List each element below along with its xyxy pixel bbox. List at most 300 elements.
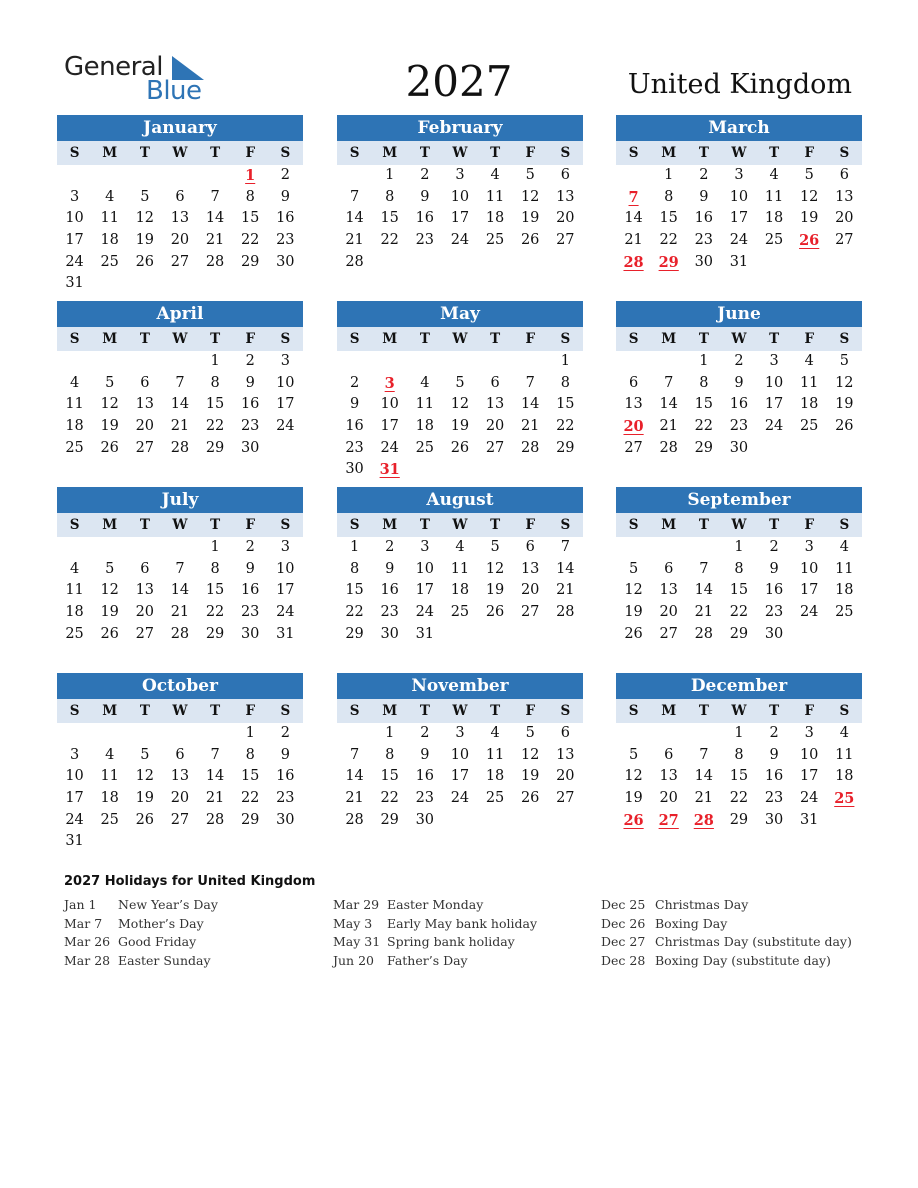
day-cell: 15 [240, 210, 260, 227]
day-cell: 2 [420, 167, 430, 183]
day-cell: 7 [525, 374, 535, 391]
empty-cell [616, 165, 651, 187]
day-cell: 1 [734, 539, 744, 555]
day-cell: 19 [100, 604, 119, 621]
day-cell: 7 [175, 374, 185, 391]
day-cell: 1 [385, 725, 395, 741]
day-cell: 17 [799, 582, 819, 599]
day-grid [337, 165, 583, 273]
weekday-label: F [245, 517, 256, 533]
weekday-label: W [172, 331, 188, 347]
holiday-name: Easter Monday [387, 897, 484, 912]
month-january [57, 115, 303, 295]
weekday-label: T [769, 331, 780, 347]
day-cell: 10 [764, 374, 784, 391]
empty-cell [337, 351, 372, 373]
day-cell: 19 [835, 396, 854, 413]
holiday-date: Mar 26 [64, 934, 111, 949]
month-september [616, 487, 862, 645]
day-cell: 25 [415, 439, 435, 456]
weekday-label: S [560, 703, 571, 719]
day-cell: 12 [135, 210, 155, 227]
weekday-label: T [769, 703, 780, 719]
holiday-column [601, 896, 871, 970]
day-cell: 9 [769, 746, 779, 763]
day-cell: 29 [729, 811, 749, 828]
day-cell: 27 [556, 232, 575, 249]
empty-cell [57, 165, 92, 187]
day-cell: 8 [734, 746, 744, 763]
day-cell: 19 [135, 232, 155, 249]
holiday-date: Jun 20 [333, 952, 374, 968]
weekday-label: W [172, 145, 188, 161]
day-cell: 27 [835, 232, 854, 249]
month-title: December [616, 673, 862, 699]
day-cell: 12 [450, 396, 470, 413]
weekday-label: F [804, 145, 815, 161]
day-cell: 22 [380, 232, 399, 249]
day-cell: 8 [385, 188, 395, 205]
weekday-header [57, 327, 303, 351]
day-cell: 2 [420, 725, 430, 741]
holiday-date: Dec 28 [601, 952, 646, 968]
day-cell: 16 [276, 210, 295, 227]
empty-cell [162, 537, 197, 559]
holiday-column [64, 896, 334, 970]
month-title: June [616, 301, 862, 327]
day-cell: 15 [380, 768, 399, 785]
day-cell: 3 [420, 539, 430, 555]
empty-cell [198, 165, 233, 187]
day-cell: 5 [140, 188, 150, 205]
day-cell: 23 [764, 790, 784, 807]
day-cell: 8 [245, 746, 255, 763]
day-cell: 21 [520, 418, 540, 435]
weekday-label: M [661, 703, 677, 719]
weekday-label: T [210, 703, 221, 719]
empty-cell [651, 351, 686, 373]
day-cell: 23 [240, 418, 260, 435]
month-may [337, 301, 583, 481]
day-cell: 10 [415, 560, 435, 577]
day-cell: 24 [415, 604, 435, 621]
day-cell: 2 [280, 725, 290, 741]
day-cell: 20 [170, 232, 190, 249]
day-cell: 25 [799, 418, 819, 435]
day-cell: 18 [415, 418, 435, 435]
weekday-label: T [419, 331, 430, 347]
day-cell: 30 [729, 439, 749, 456]
day-cell: 16 [240, 582, 260, 599]
weekday-header [616, 699, 862, 723]
weekday-label: S [560, 145, 571, 161]
day-cell: 23 [276, 790, 295, 807]
day-cell: 29 [205, 625, 225, 642]
day-cell: 8 [734, 560, 744, 577]
weekday-label: S [280, 703, 291, 719]
day-cell: 19 [450, 418, 470, 435]
day-cell: 5 [105, 374, 115, 391]
day-cell: 9 [280, 188, 290, 205]
weekday-label: S [280, 145, 291, 161]
month-title: March [616, 115, 862, 141]
day-cell: 3 [455, 725, 465, 741]
day-grid [337, 723, 583, 831]
day-cell: 18 [65, 418, 84, 435]
day-cell: 15 [729, 582, 749, 599]
empty-cell [127, 351, 162, 373]
day-cell: 4 [69, 560, 80, 577]
day-cell: 11 [764, 188, 784, 205]
day-cell: 16 [345, 418, 364, 435]
day-grid [57, 165, 303, 295]
weekday-label: T [769, 517, 780, 533]
weekday-label: T [698, 703, 709, 719]
day-cell: 12 [485, 560, 505, 577]
day-cell: 25 [485, 232, 505, 249]
day-cell: 29 [556, 439, 575, 456]
holiday-name: Easter Sunday [118, 952, 211, 968]
day-cell: 14 [556, 560, 575, 577]
day-cell: 6 [140, 560, 150, 577]
holiday-date: Mar 29 [333, 897, 380, 912]
day-cell: 11 [100, 768, 119, 785]
day-cell: 6 [560, 167, 570, 183]
day-cell: 19 [520, 210, 540, 227]
day-cell: 29 [240, 811, 260, 828]
day-cell: 10 [65, 768, 84, 785]
weekday-label: M [661, 517, 677, 533]
day-cell: 27 [170, 811, 190, 828]
day-grid [57, 723, 303, 853]
day-cell: 14 [170, 582, 190, 599]
day-cell: 11 [100, 210, 119, 227]
month-november [337, 673, 583, 831]
day-cell: 6 [175, 188, 185, 205]
month-april [57, 301, 303, 459]
day-cell: 17 [799, 768, 819, 785]
day-cell: 2 [385, 539, 395, 555]
day-cell: 21 [205, 232, 225, 249]
weekday-label: W [452, 145, 468, 161]
weekday-label: W [172, 517, 188, 533]
weekday-header [616, 141, 862, 165]
day-cell: 1 [560, 353, 570, 369]
day-cell: 13 [835, 188, 854, 205]
day-cell: 17 [276, 396, 295, 413]
day-cell: 20 [835, 210, 854, 227]
day-cell: 30 [345, 461, 364, 478]
weekday-label: W [731, 517, 747, 533]
day-cell: 4 [769, 167, 779, 183]
holiday-day-cell: 1 [245, 167, 256, 184]
day-cell: 6 [525, 539, 535, 555]
day-cell: 18 [450, 582, 470, 599]
weekday-label: W [452, 331, 468, 347]
holiday-name: Early May bank holiday [387, 915, 538, 931]
holiday-row [601, 952, 871, 971]
day-cell: 9 [734, 374, 744, 391]
empty-cell [92, 537, 127, 559]
empty-cell [127, 165, 162, 187]
day-cell: 24 [380, 439, 399, 456]
day-cell: 22 [380, 790, 399, 807]
weekday-label: F [804, 331, 815, 347]
day-cell: 18 [100, 790, 119, 807]
holiday-row [333, 933, 603, 952]
day-cell: 21 [170, 418, 190, 435]
day-cell: 13 [659, 582, 678, 599]
holiday-row [333, 952, 603, 971]
day-cell: 6 [664, 560, 674, 577]
day-grid [616, 723, 862, 831]
day-cell: 9 [699, 188, 709, 205]
holiday-date: Dec 26 [601, 915, 646, 931]
day-cell: 10 [276, 374, 295, 391]
day-cell: 12 [135, 768, 155, 785]
day-cell: 9 [280, 746, 290, 763]
weekday-label: M [382, 517, 398, 533]
day-cell: 28 [694, 625, 714, 642]
empty-cell [162, 351, 197, 373]
holiday-day-cell: 3 [384, 374, 395, 392]
weekday-header [616, 513, 862, 537]
day-cell: 15 [729, 768, 749, 785]
weekday-label: S [560, 331, 571, 347]
holiday-date: May 31 [333, 934, 381, 949]
day-cell: 24 [729, 232, 749, 249]
weekday-label: S [628, 703, 639, 719]
month-title: October [57, 673, 303, 699]
day-cell: 2 [280, 167, 290, 183]
day-cell: 25 [100, 253, 119, 270]
day-cell: 3 [769, 353, 779, 369]
day-cell: 14 [624, 210, 643, 227]
day-cell: 14 [205, 210, 225, 227]
month-title: November [337, 673, 583, 699]
day-cell: 31 [415, 625, 435, 642]
weekday-label: T [139, 145, 150, 161]
day-cell: 11 [65, 582, 84, 599]
day-cell: 8 [699, 374, 709, 391]
weekday-label: M [382, 703, 398, 719]
weekday-label: F [804, 703, 815, 719]
day-cell: 27 [485, 439, 505, 456]
day-cell: 28 [345, 811, 364, 828]
day-cell: 14 [520, 396, 540, 413]
day-cell: 12 [100, 582, 119, 599]
day-cell: 13 [135, 396, 155, 413]
day-cell: 7 [699, 746, 709, 763]
day-cell: 23 [729, 418, 749, 435]
day-cell: 24 [764, 418, 784, 435]
day-cell: 13 [485, 396, 505, 413]
day-cell: 1 [245, 725, 255, 741]
day-cell: 20 [135, 418, 155, 435]
holiday-date: Mar 7 [64, 915, 103, 931]
day-cell: 15 [380, 210, 399, 227]
day-cell: 26 [135, 811, 155, 828]
weekday-header [337, 327, 583, 351]
day-cell: 11 [450, 560, 470, 577]
holiday-name: Boxing Day [655, 915, 728, 931]
day-cell: 12 [520, 188, 540, 205]
month-february [337, 115, 583, 273]
holiday-row [64, 896, 334, 915]
day-cell: 18 [100, 232, 119, 249]
day-cell: 28 [556, 604, 575, 621]
day-cell: 30 [380, 625, 399, 642]
day-cell: 7 [210, 746, 220, 763]
day-cell: 6 [140, 374, 150, 391]
empty-cell [198, 723, 233, 745]
weekday-label: S [349, 703, 360, 719]
logo-text-blue: Blue [146, 76, 202, 106]
weekday-label: S [69, 517, 80, 533]
day-cell: 24 [450, 790, 470, 807]
day-cell: 26 [135, 253, 155, 270]
logo-text-general: General [64, 52, 163, 82]
day-cell: 10 [380, 396, 399, 413]
holiday-day-cell: 26 [623, 811, 644, 829]
empty-cell [616, 537, 651, 559]
weekday-label: F [245, 703, 256, 719]
day-cell: 30 [764, 625, 784, 642]
weekday-label: W [452, 517, 468, 533]
empty-cell [442, 351, 477, 373]
holiday-day-cell: 27 [658, 811, 679, 829]
day-cell: 31 [276, 625, 295, 642]
day-cell: 17 [65, 232, 84, 249]
day-cell: 22 [345, 604, 364, 621]
day-cell: 15 [345, 582, 364, 599]
day-cell: 30 [415, 811, 435, 828]
holiday-day-cell: 7 [628, 188, 639, 206]
day-cell: 5 [804, 167, 814, 183]
weekday-label: F [245, 331, 256, 347]
day-cell: 3 [280, 539, 290, 555]
day-cell: 19 [624, 604, 643, 621]
day-cell: 31 [65, 275, 84, 292]
weekday-label: T [210, 331, 221, 347]
weekday-label: S [69, 145, 80, 161]
weekday-header [57, 513, 303, 537]
holiday-name: Christmas Day (substitute day) [655, 934, 852, 949]
day-cell: 24 [65, 253, 84, 270]
weekday-header [57, 141, 303, 165]
empty-cell [92, 723, 127, 745]
day-cell: 21 [694, 604, 714, 621]
day-cell: 26 [485, 604, 505, 621]
day-cell: 24 [799, 790, 819, 807]
day-cell: 18 [485, 768, 505, 785]
weekday-label: T [769, 145, 780, 161]
weekday-label: T [139, 517, 150, 533]
weekday-label: S [839, 145, 850, 161]
day-cell: 30 [276, 811, 295, 828]
month-title: May [337, 301, 583, 327]
weekday-label: M [102, 517, 118, 533]
weekday-label: S [839, 331, 850, 347]
day-cell: 23 [764, 604, 784, 621]
day-cell: 30 [276, 253, 295, 270]
weekday-label: T [139, 331, 150, 347]
weekday-label: S [69, 331, 80, 347]
weekday-label: T [698, 331, 709, 347]
day-cell: 27 [556, 790, 575, 807]
holiday-row [601, 915, 871, 934]
day-cell: 25 [100, 811, 119, 828]
day-cell: 25 [835, 604, 854, 621]
holiday-name: Mother’s Day [118, 915, 204, 931]
day-cell: 25 [65, 625, 84, 642]
day-cell: 16 [415, 768, 435, 785]
day-cell: 24 [450, 232, 470, 249]
holiday-date: Mar 28 [64, 952, 111, 968]
weekday-label: S [349, 517, 360, 533]
empty-cell [162, 165, 197, 187]
day-cell: 7 [560, 539, 570, 555]
weekday-label: S [839, 703, 850, 719]
day-cell: 14 [694, 768, 714, 785]
day-cell: 19 [624, 790, 643, 807]
weekday-label: M [382, 331, 398, 347]
day-cell: 11 [799, 374, 819, 391]
day-cell: 21 [170, 604, 190, 621]
day-cell: 27 [170, 253, 190, 270]
holiday-date: Dec 25 [601, 897, 646, 912]
day-cell: 31 [729, 253, 749, 270]
holiday-day-cell: 25 [834, 790, 855, 808]
day-cell: 16 [694, 210, 714, 227]
day-cell: 29 [729, 625, 749, 642]
day-cell: 10 [276, 560, 295, 577]
day-cell: 27 [520, 604, 540, 621]
month-title: August [337, 487, 583, 513]
day-cell: 1 [664, 167, 674, 183]
weekday-label: M [102, 703, 118, 719]
day-cell: 25 [65, 439, 84, 456]
month-title: July [57, 487, 303, 513]
day-cell: 14 [694, 582, 714, 599]
holiday-day-cell: 31 [379, 461, 400, 479]
day-cell: 5 [525, 167, 535, 183]
empty-cell [92, 351, 127, 373]
weekday-label: S [280, 517, 291, 533]
holiday-row [333, 896, 603, 915]
day-cell: 9 [245, 374, 255, 391]
weekday-label: T [698, 517, 709, 533]
day-cell: 3 [69, 746, 80, 763]
weekday-header [337, 141, 583, 165]
day-cell: 30 [694, 253, 714, 270]
holiday-row [601, 896, 871, 915]
day-cell: 16 [276, 768, 295, 785]
day-cell: 21 [659, 418, 678, 435]
weekday-label: W [452, 703, 468, 719]
day-cell: 3 [455, 167, 465, 183]
day-cell: 4 [455, 539, 465, 555]
day-cell: 29 [694, 439, 714, 456]
day-cell: 8 [349, 560, 360, 577]
month-title: April [57, 301, 303, 327]
holiday-row [333, 915, 603, 934]
day-cell: 17 [729, 210, 749, 227]
day-cell: 28 [345, 253, 364, 270]
day-cell: 9 [245, 560, 255, 577]
day-cell: 22 [240, 790, 260, 807]
day-cell: 28 [205, 253, 225, 270]
